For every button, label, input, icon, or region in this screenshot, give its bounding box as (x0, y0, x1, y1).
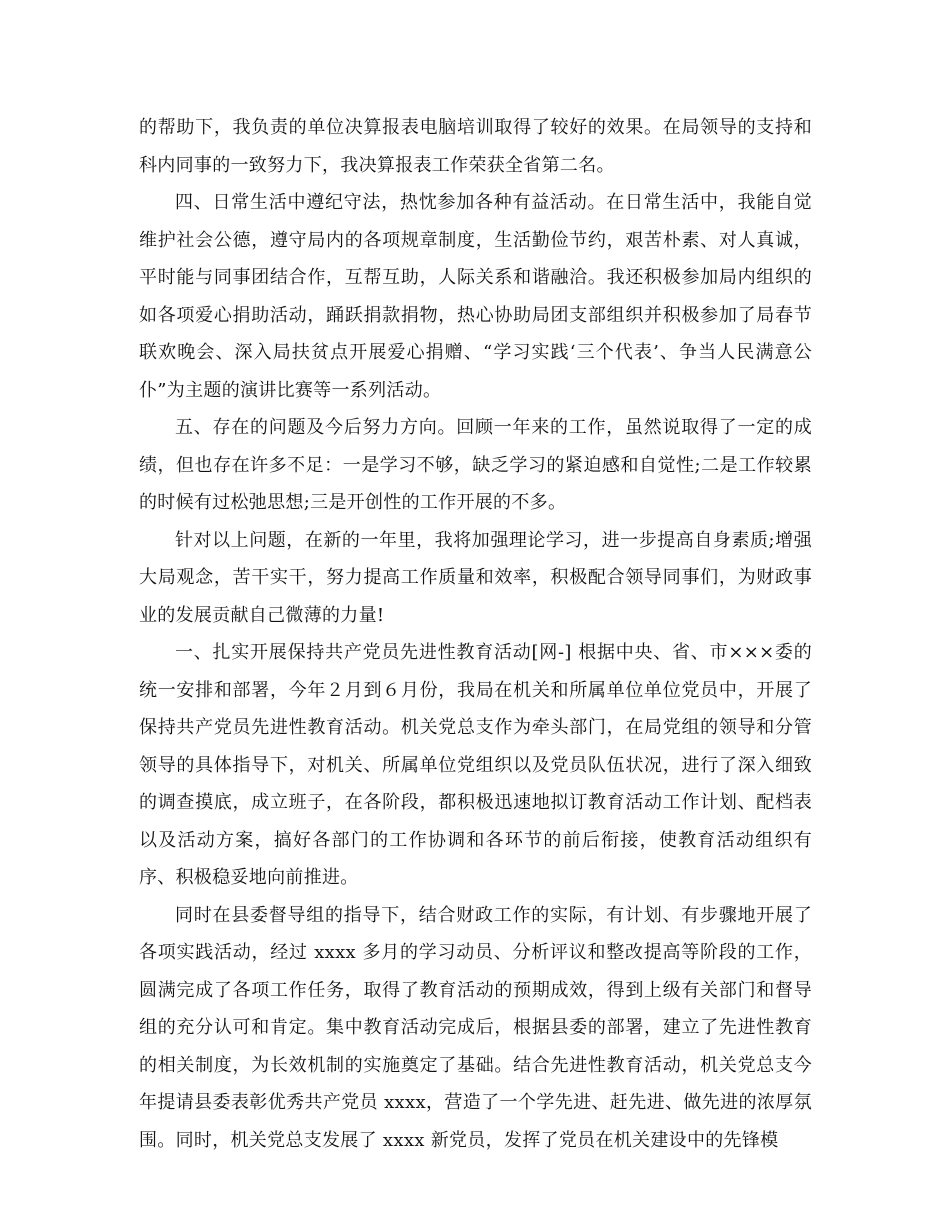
paragraph-improvement-plan: 针对以上问题，在新的一年里，我将加强理论学习，进一步提高自身素质;增强大局观念，苦干实干，努力提高工作质量和效率，积极配合领导同事们，为财政事业的发展贡献自己微薄的力量! (139, 529, 812, 626)
paragraph-continuation: 的帮助下，我负责的单位决算报表电脑培训取得了较好的效果。在局领导的支持和科内同事的一致努力下，我决算报表工作荣获全省第二名。 (139, 117, 812, 176)
paragraph-section-four: 四、日常生活中遵纪守法，热忱参加各种有益活动。在日常生活中，我能自觉维护社会公德，遵守局内的各项规章制度，生活勤俭节约，艰苦朴素、对人真诚，平时能与同事团结合作，互帮互助，人际关系和谐融洽。我还积极参加局内组织的如各项爱心捐助活动，踊跃捐款捐物，热心协助局团支部组织并积极参加了局春节联欢晚会、深入局扶贫点开展爱心捐赠、“学习实践‘三个代表’、争当人民满意公仆”为主题的演讲比赛等一系列活动。 (139, 192, 812, 401)
paragraph-party-education: 一、扎实开展保持共产党员先进性教育活动[网-] 根据中央、省、市×××委的统一安排和部署，今年２月到６月份，我局在机关和所属单位单位党员中，开展了保持共产党员先进性教育活动。机关党总支作为牵头部门，在局党组的领导和分管领导的具体指导下，对机关、所属单位党组织以及党员队伍状况，进行了深入细致的调查摸底，成立班子，在各阶段，都积极迅速地拟订教育活动工作计划、配档表以及活动方案，搞好各部门的工作协调和各环节的前后衔接，使教育活动组织有序、积极稳妥地向前推进。 (139, 642, 812, 888)
paragraph-section-five: 五、存在的问题及今后努力方向。回顾一年来的工作，虽然说取得了一定的成绩，但也存在许多不足：一是学习不够，缺乏学习的紧迫感和自觉性;二是工作较累的时候有过松弛思想;三是开创性的工作开展的不多。 (139, 417, 812, 513)
document-body (139, 109, 812, 1159)
paragraph-practice-activities: 同时在县委督导组的指导下，结合财政工作的实际，有计划、有步骤地开展了各项实践活动，经过 xxxx 多月的学习动员、分析评议和整改提高等阶段的工作，圆满完成了各项工作任务，取得了教育活动的预期成效，得到上级有关部门和督导组的充分认可和肯定。集中教育活动完成后，根据县委的部署，建立了先进性教育的相关制度，为长效机制的实施奠定了基础。结合先进性教育活动，机关党总支今年提请县委表彰优秀共产党员 xxxx，营造了一个学先进、赶先进、做先进的浓厚氛围。同时，机关党总支发展了 xxxx 新党员，发挥了党员在机关建设中的先锋模 (139, 904, 812, 1151)
